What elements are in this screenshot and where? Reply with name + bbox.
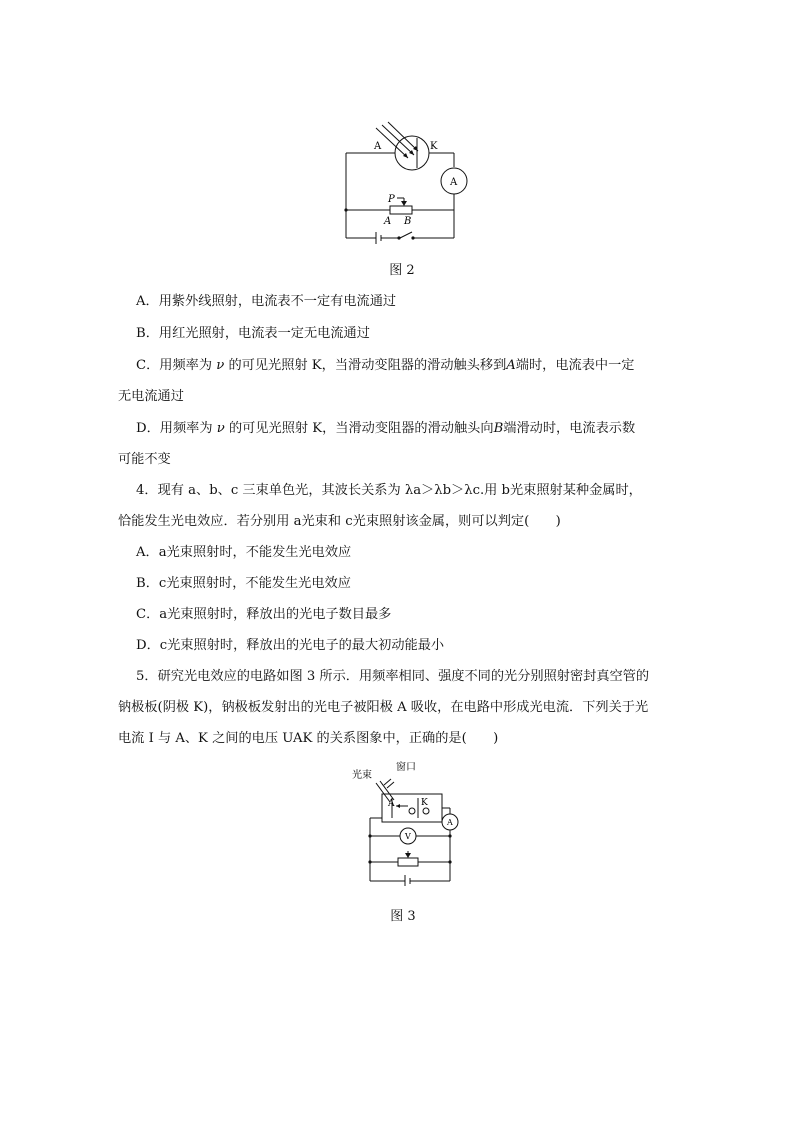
q3-option-c-pre: C．用频率为 <box>136 358 213 373</box>
q3-option-d-b: B <box>493 421 504 436</box>
figure-3-circuit <box>350 758 465 886</box>
q4-stem-line2: 恰能发生光电效应．若分别用 a光束和 c光束照射该金属，则可以判定( ) <box>118 514 561 529</box>
figure-2-circuit <box>330 120 480 245</box>
q3-option-d-nu: ν <box>216 421 225 436</box>
q3-option-d-line2: 可能不变 <box>118 452 171 467</box>
light-ray <box>382 125 414 155</box>
rheostat <box>390 206 412 214</box>
q4-stem-line1: 4．现有 a、b、c 三束单色光，其波长关系为 λa＞λb＞λc.用 b光束照射某种金属时， <box>136 483 642 498</box>
q5-stem-line1: 5．研究光电效应的电路如图 3 所示．用频率相同、强度不同的光分别照射密封真空管的 <box>136 669 650 684</box>
q3-option-d-pre: D．用频率为 <box>136 421 213 436</box>
label-slider-p: P <box>388 194 395 205</box>
window <box>384 779 391 785</box>
label-ammeter: A <box>447 818 453 827</box>
q3-option-c-post: 端时，电流表中一定 <box>515 358 635 373</box>
label-anode: A <box>374 141 382 152</box>
q3-option-c-line1 <box>118 354 634 373</box>
q4-option-b: B．c光束照射时，不能发生光电效应 <box>136 576 351 591</box>
q3-option-c-line2: 无电流通过 <box>118 389 184 404</box>
switch <box>400 232 412 238</box>
q3-option-c-nu: ν <box>216 358 225 373</box>
q3-option-d-post: 端滑动时，电流表示数 <box>503 421 636 436</box>
q4-option-d: D．c光束照射时，释放出的光电子的最大初动能最小 <box>136 638 445 653</box>
label-cathode: K <box>430 141 438 152</box>
q5-stem-line3: 电流 I 与 A、K 之间的电压 UAK 的关系图象中，正确的是( ) <box>118 731 499 746</box>
q3-option-b: B．用红光照射，电流表一定无电流通过 <box>136 326 370 341</box>
q3-option-d-mid: 的可见光照射 K，当滑动变阻器的滑动触头向 <box>228 421 494 436</box>
q4-option-a: A．a光束照射时，不能发生光电效应 <box>136 545 352 560</box>
label-rheostat-a: A <box>384 216 392 227</box>
q3-option-c-mid: 的可见光照射 K，当滑动变阻器的滑动触头移到 <box>228 358 507 373</box>
label-cathode: K <box>421 798 428 808</box>
label-light-beam: 光束 <box>352 770 372 781</box>
q3-option-d-line1 <box>118 417 635 436</box>
figure-3-caption: 图 3 <box>390 909 416 924</box>
q5-stem-line2: 钠极板(阴极 K)，钠极板发射出的光电子被阳极 A 吸收，在电路中形成光电流．下列关于光 <box>118 700 649 715</box>
figure-2-caption: 图 2 <box>389 263 415 278</box>
q4-option-c: C．a光束照射时，释放出的光电子数目最多 <box>136 607 392 622</box>
q3-option-c-a: A <box>506 358 516 373</box>
electron <box>409 808 415 814</box>
label-voltmeter: V <box>405 832 411 841</box>
label-window: 窗口 <box>396 762 416 773</box>
label-rheostat-b: B <box>404 216 412 227</box>
label-anode: A <box>388 799 395 809</box>
window <box>387 782 394 788</box>
electron <box>423 808 429 814</box>
q3-option-a: A．用紫外线照射，电流表不一定有电流通过 <box>136 294 397 309</box>
label-ammeter: A <box>450 177 458 188</box>
rheostat <box>398 858 418 866</box>
